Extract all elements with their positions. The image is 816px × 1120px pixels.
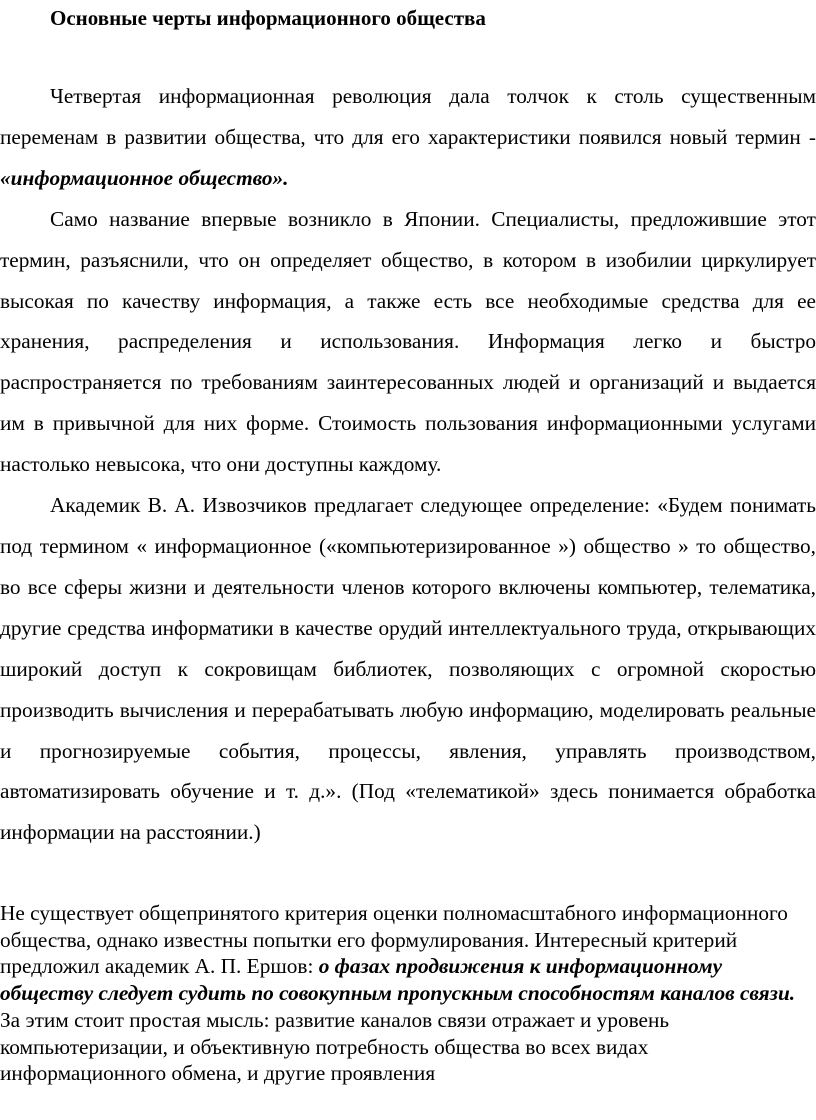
document-body xyxy=(0,76,816,853)
document-tail xyxy=(0,900,816,1087)
document-title: Основные черты информационного общества xyxy=(50,6,486,30)
paragraph-4-emphasis: о фазах продвижения к информационному обществу следует судить по совокупным пропускным способностям каналов связи. xyxy=(0,954,796,1006)
paragraph-1-emphasis: «информационное общество». xyxy=(0,165,289,190)
paragraph-4 xyxy=(0,900,816,1087)
paragraph-1 xyxy=(0,76,816,199)
paragraph-3: Академик В. А. Извозчиков предлагает следующее определение: «Будем понимать под термином « информационное («компьютеризированное ») общество » то общество, во все сферы жизни и деятельности членов которого включены компьютер, телематика, другие средства информатики в качестве орудий интеллектуального труда, открывающих широкий доступ к сокровищам библиотек, позволяющих с огромной скоростью производить вычисления и перерабатывать любую информацию, моделировать реальные и прогнозируемые события, процессы, явления, управлять производством, автоматизировать обучение и т. д.». (Под «телематикой» здесь понимается обработка информации на расстоянии.) xyxy=(0,493,816,845)
paragraph-2: Само название впервые возникло в Японии. Специалисты, предложившие этот термин, разъяснили, что он определяет общество, в котором в изобилии циркулирует высокая по качеству информация, а также есть все необходимые средства для ее хранения, распределения и использования. Информация легко и быстро распространяется по требованиям заинтересованных людей и организаций и выдается им в привычной для них форме. Стоимость пользования информационными услугами настолько невысока, что они доступны каждому. xyxy=(0,206,816,477)
paragraph-1-text: Четвертая информационная революция дала толчок к столь существенным переменам в развитии общества, что для его характеристики появился новый термин - xyxy=(0,84,816,149)
paragraph-4-before: Не существует общепринятого критерия оценки полномасштабного информационного общества, однако известны попытки его формулирования. Интересный критерий предложил академик А. П. Ершов: xyxy=(0,901,788,979)
paragraph-4-after: За этим стоит простая мысль: развитие каналов связи отражает и уровень компьютеризации, и объективную потребность общества во всех видах информационного обмена, и другие проявления xyxy=(0,1007,670,1086)
